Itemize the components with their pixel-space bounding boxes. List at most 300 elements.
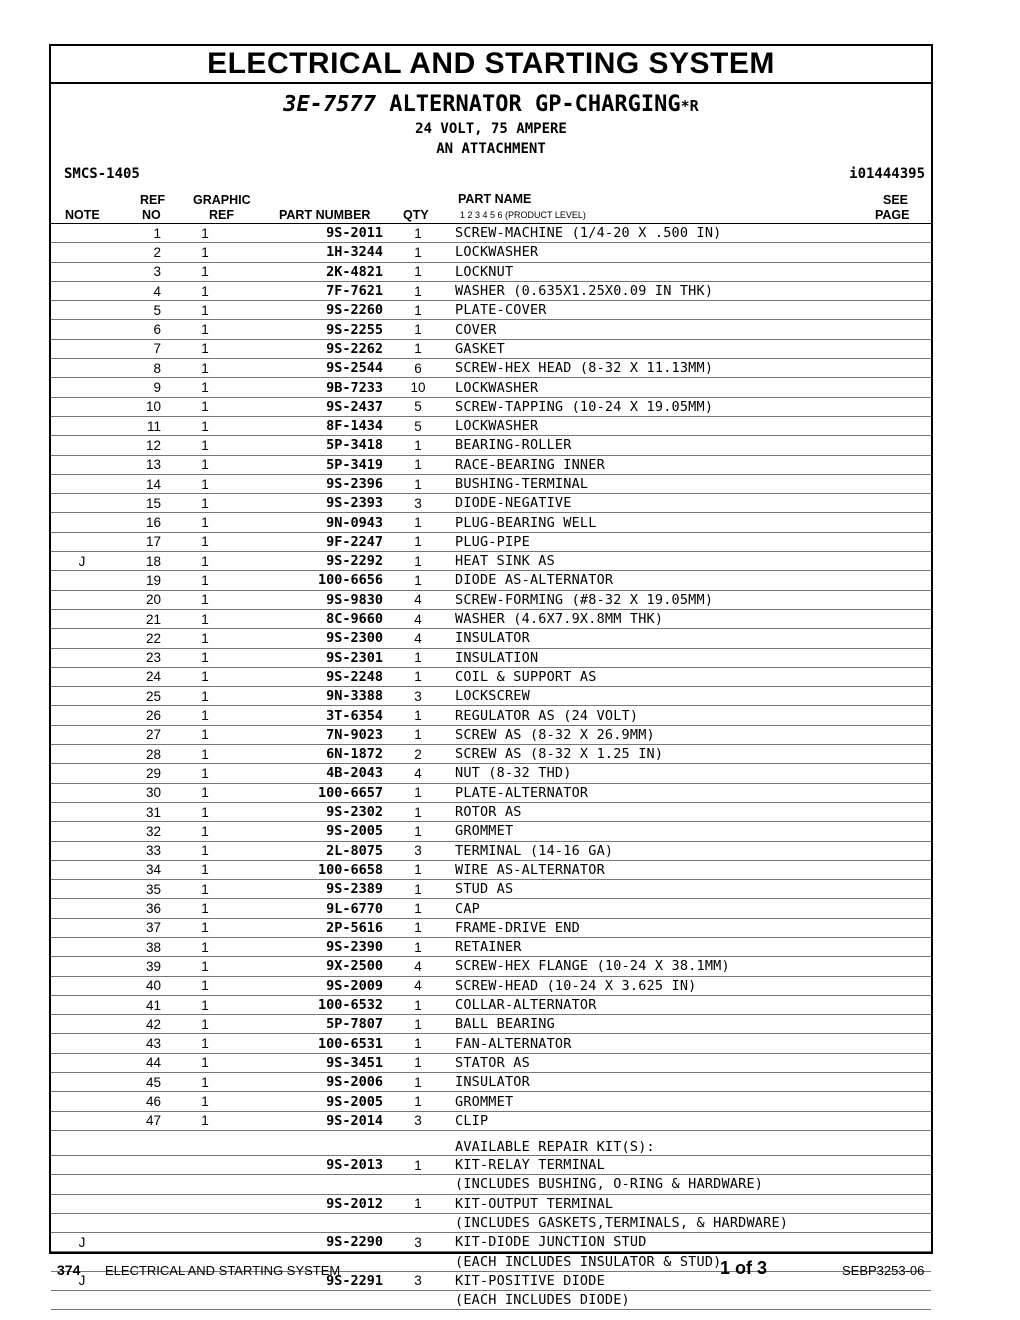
see-page-cell xyxy=(895,648,931,667)
note-cell xyxy=(51,1175,113,1194)
footer-doc-id: SEBP3253-06 xyxy=(842,1263,925,1278)
qty-cell: 1 xyxy=(383,1015,453,1034)
table-row xyxy=(51,1073,931,1092)
table-row xyxy=(51,687,931,706)
kit-row xyxy=(51,1194,931,1213)
note-cell xyxy=(51,706,113,725)
ref-no-cell: 44 xyxy=(113,1053,167,1072)
note-cell xyxy=(51,937,113,956)
qty-cell: 1 xyxy=(383,552,453,571)
part-name-cell: DIODE-NEGATIVE xyxy=(453,494,895,513)
graphic-ref-cell: 1 xyxy=(167,397,243,416)
see-page-cell xyxy=(895,571,931,590)
smcs-row xyxy=(51,166,931,184)
see-page-cell xyxy=(895,590,931,609)
part-name-cell: WASHER (0.635X1.25X0.09 IN THK) xyxy=(453,281,895,300)
table-row xyxy=(51,243,931,262)
graphic-ref-cell: 1 xyxy=(167,764,243,783)
table-row xyxy=(51,957,931,976)
ref-no-cell: 45 xyxy=(113,1073,167,1092)
table-row xyxy=(51,474,931,493)
see-page-cell xyxy=(895,725,931,744)
qty-cell: 1 xyxy=(383,320,453,339)
ref-no-cell: 2 xyxy=(113,243,167,262)
part-name-cell: SCREW-FORMING (#8-32 X 19.05MM) xyxy=(453,590,895,609)
part-number-cell: 9B-7233 xyxy=(243,378,383,397)
note-cell xyxy=(51,995,113,1014)
note-cell xyxy=(51,918,113,937)
part-number-cell: 9S-2262 xyxy=(243,339,383,358)
assembly-suffix: *R xyxy=(680,97,699,115)
qty-cell: 1 xyxy=(383,474,453,493)
ref-no-cell xyxy=(113,1155,167,1174)
see-page-cell xyxy=(895,1053,931,1072)
part-number-cell: 100-6657 xyxy=(243,783,383,802)
see-page-cell xyxy=(895,281,931,300)
ref-no-cell: 33 xyxy=(113,841,167,860)
table-row xyxy=(51,1034,931,1053)
page-footer xyxy=(0,1258,1020,1282)
note-cell xyxy=(51,494,113,513)
part-name-cell: LOCKWASHER xyxy=(453,416,895,435)
graphic-ref-cell: 1 xyxy=(167,629,243,648)
table-row xyxy=(51,745,931,764)
see-page-cell xyxy=(895,301,931,320)
table-row xyxy=(51,262,931,281)
part-name-cell: INSULATOR xyxy=(453,1073,895,1092)
graphic-ref-cell: 1 xyxy=(167,1111,243,1130)
table-row xyxy=(51,416,931,435)
ref-no-cell: 35 xyxy=(113,880,167,899)
note-cell xyxy=(51,1015,113,1034)
part-name-cell: FRAME-DRIVE END xyxy=(453,918,895,937)
ref-no-cell: 17 xyxy=(113,532,167,551)
part-number-cell: 9S-2014 xyxy=(243,1111,383,1130)
graphic-ref-cell: 1 xyxy=(167,224,243,243)
ref-no-cell: 32 xyxy=(113,822,167,841)
table-row xyxy=(51,224,931,243)
ref-no-cell: 28 xyxy=(113,745,167,764)
see-page-cell xyxy=(895,880,931,899)
ref-no-cell: 3 xyxy=(113,262,167,281)
part-number-cell: 9S-2005 xyxy=(243,822,383,841)
table-row xyxy=(51,822,931,841)
table-row xyxy=(51,764,931,783)
qty-cell: 1 xyxy=(383,899,453,918)
part-number-cell: 2L-8075 xyxy=(243,841,383,860)
ref-no-cell: 31 xyxy=(113,802,167,821)
table-row xyxy=(51,513,931,532)
graphic-ref-cell: 1 xyxy=(167,648,243,667)
part-number-cell: 9S-2302 xyxy=(243,802,383,821)
part-number-cell: 6N-1872 xyxy=(243,745,383,764)
empty-cell xyxy=(167,1130,243,1155)
ref-no-cell: 13 xyxy=(113,455,167,474)
qty-cell: 1 xyxy=(383,436,453,455)
assembly-title xyxy=(51,92,931,119)
qty-cell xyxy=(383,1213,453,1232)
see-page-cell xyxy=(895,262,931,281)
see-page-cell xyxy=(895,320,931,339)
see-page-cell xyxy=(895,1194,931,1213)
empty-cell xyxy=(113,1130,167,1155)
table-row xyxy=(51,976,931,995)
part-number-cell: 9S-2396 xyxy=(243,474,383,493)
ref-no-cell: 23 xyxy=(113,648,167,667)
see-page-cell xyxy=(895,822,931,841)
part-number-cell: 5P-7807 xyxy=(243,1015,383,1034)
see-page-cell xyxy=(895,1073,931,1092)
col-part-number: PART NUMBER xyxy=(279,208,371,222)
see-page-cell xyxy=(895,1130,931,1155)
part-number-cell: 100-6532 xyxy=(243,995,383,1014)
see-page-cell xyxy=(895,397,931,416)
column-headers xyxy=(51,190,931,224)
col-ref-bottom: NO xyxy=(142,208,161,222)
graphic-ref-cell: 1 xyxy=(167,783,243,802)
see-page-cell xyxy=(895,937,931,956)
table-row xyxy=(51,648,931,667)
part-number-cell: 9S-2300 xyxy=(243,629,383,648)
part-name-cell: WASHER (4.6X7.9X.8MM THK) xyxy=(453,609,895,628)
col-graphic-bottom: REF xyxy=(209,208,234,222)
table-row xyxy=(51,1092,931,1111)
ref-no-cell: 47 xyxy=(113,1111,167,1130)
ref-no-cell: 24 xyxy=(113,667,167,686)
part-name-cell: SCREW-HEAD (10-24 X 3.625 IN) xyxy=(453,976,895,995)
part-number-cell: 9S-2009 xyxy=(243,976,383,995)
ref-no-cell: 29 xyxy=(113,764,167,783)
note-cell xyxy=(51,783,113,802)
part-name-cell: LOCKSCREW xyxy=(453,687,895,706)
part-name-cell: STATOR AS xyxy=(453,1053,895,1072)
see-page-cell xyxy=(895,918,931,937)
ref-no-cell: 5 xyxy=(113,301,167,320)
note-cell xyxy=(51,532,113,551)
part-number-cell: 9S-2301 xyxy=(243,648,383,667)
note-cell: J xyxy=(51,1233,113,1252)
ref-no-cell: 19 xyxy=(113,571,167,590)
see-page-cell xyxy=(895,1092,931,1111)
note-cell xyxy=(51,416,113,435)
part-name-cell: DIODE AS-ALTERNATOR xyxy=(453,571,895,590)
table-row xyxy=(51,841,931,860)
graphic-ref-cell: 1 xyxy=(167,571,243,590)
ref-no-cell: 37 xyxy=(113,918,167,937)
part-number-cell xyxy=(243,1213,383,1232)
parts-table xyxy=(51,224,931,1310)
kit-row xyxy=(51,1175,931,1194)
part-number-cell: 100-6531 xyxy=(243,1034,383,1053)
qty-cell: 1 xyxy=(383,995,453,1014)
qty-cell: 3 xyxy=(383,687,453,706)
see-page-cell xyxy=(895,494,931,513)
see-page-cell xyxy=(895,1175,931,1194)
ref-no-cell: 18 xyxy=(113,552,167,571)
part-number-cell: 7N-9023 xyxy=(243,725,383,744)
note-cell xyxy=(51,687,113,706)
table-row xyxy=(51,455,931,474)
graphic-ref-cell: 1 xyxy=(167,378,243,397)
part-name-cell: SCREW-HEX HEAD (8-32 X 11.13MM) xyxy=(453,359,895,378)
part-name-cell: LOCKWASHER xyxy=(453,378,895,397)
table-row xyxy=(51,359,931,378)
graphic-ref-cell: 1 xyxy=(167,995,243,1014)
see-page-cell xyxy=(895,243,931,262)
graphic-ref-cell: 1 xyxy=(167,957,243,976)
footer-sheet: 1 of 3 xyxy=(720,1258,768,1278)
empty-cell xyxy=(51,1130,113,1155)
qty-cell: 1 xyxy=(383,262,453,281)
graphic-ref-cell: 1 xyxy=(167,687,243,706)
part-name-cell: KIT-RELAY TERMINAL xyxy=(453,1155,895,1174)
qty-cell: 4 xyxy=(383,976,453,995)
see-page-cell xyxy=(895,1213,931,1232)
note-cell xyxy=(51,648,113,667)
part-number-cell: 8F-1434 xyxy=(243,416,383,435)
part-number-cell: 5P-3419 xyxy=(243,455,383,474)
ref-no-cell: 26 xyxy=(113,706,167,725)
part-name-cell: INSULATION xyxy=(453,648,895,667)
ref-no-cell: 1 xyxy=(113,224,167,243)
see-page-cell xyxy=(895,224,931,243)
qty-cell: 1 xyxy=(383,706,453,725)
graphic-ref-cell: 1 xyxy=(167,1034,243,1053)
note-cell xyxy=(51,745,113,764)
part-number-cell: 7F-7621 xyxy=(243,281,383,300)
note-cell xyxy=(51,1194,113,1213)
see-page-cell xyxy=(895,783,931,802)
part-number-cell: 9S-2012 xyxy=(243,1194,383,1213)
qty-cell: 4 xyxy=(383,957,453,976)
part-name-cell: COIL & SUPPORT AS xyxy=(453,667,895,686)
note-cell xyxy=(51,841,113,860)
part-number-cell: 2P-5616 xyxy=(243,918,383,937)
part-name-cell: PLATE-COVER xyxy=(453,301,895,320)
col-ref-top: REF xyxy=(140,193,165,207)
part-name-cell: COLLAR-ALTERNATOR xyxy=(453,995,895,1014)
part-name-cell: SCREW AS (8-32 X 26.9MM) xyxy=(453,725,895,744)
note-cell xyxy=(51,320,113,339)
qty-cell xyxy=(383,1291,453,1310)
part-name-cell: LOCKWASHER xyxy=(453,243,895,262)
graphic-ref-cell: 1 xyxy=(167,880,243,899)
part-name-cell: (INCLUDES GASKETS,TERMINALS, & HARDWARE) xyxy=(453,1213,895,1232)
note-cell xyxy=(51,1073,113,1092)
graphic-ref-cell xyxy=(167,1213,243,1232)
col-see-top: SEE xyxy=(883,193,909,207)
table-row xyxy=(51,880,931,899)
part-number-cell: 4B-2043 xyxy=(243,764,383,783)
ref-no-cell: 30 xyxy=(113,783,167,802)
table-row xyxy=(51,397,931,416)
qty-cell: 1 xyxy=(383,648,453,667)
graphic-ref-cell: 1 xyxy=(167,281,243,300)
ref-no-cell: 8 xyxy=(113,359,167,378)
note-cell xyxy=(51,1034,113,1053)
part-number-cell: 9S-2291 xyxy=(243,1271,383,1290)
graphic-ref-cell xyxy=(167,1233,243,1252)
qty-cell: 1 xyxy=(383,725,453,744)
part-number-cell: 1H-3244 xyxy=(243,243,383,262)
part-number-cell: 9S-2437 xyxy=(243,397,383,416)
part-number-cell: 8C-9660 xyxy=(243,609,383,628)
qty-cell: 1 xyxy=(383,243,453,262)
part-number-cell: 3T-6354 xyxy=(243,706,383,725)
graphic-ref-cell: 1 xyxy=(167,532,243,551)
qty-cell: 3 xyxy=(383,1111,453,1130)
part-name-cell: TERMINAL (14-16 GA) xyxy=(453,841,895,860)
table-row xyxy=(51,571,931,590)
part-number-cell: 9S-2011 xyxy=(243,224,383,243)
see-page-cell xyxy=(895,841,931,860)
graphic-ref-cell: 1 xyxy=(167,552,243,571)
part-name-cell: RACE-BEARING INNER xyxy=(453,455,895,474)
graphic-ref-cell xyxy=(167,1291,243,1310)
ref-no-cell: 10 xyxy=(113,397,167,416)
assembly-type: AN ATTACHMENT xyxy=(436,141,546,157)
part-name-cell: PLUG-PIPE xyxy=(453,532,895,551)
part-name-cell: FAN-ALTERNATOR xyxy=(453,1034,895,1053)
note-cell xyxy=(51,455,113,474)
ref-no-cell: 4 xyxy=(113,281,167,300)
part-number-cell: 9S-2260 xyxy=(243,301,383,320)
part-number-cell: 9N-0943 xyxy=(243,513,383,532)
empty-cell xyxy=(383,1130,453,1155)
part-name-cell: GROMMET xyxy=(453,822,895,841)
qty-cell: 5 xyxy=(383,397,453,416)
note-cell xyxy=(51,339,113,358)
qty-cell: 1 xyxy=(383,513,453,532)
part-name-cell: INSULATOR xyxy=(453,629,895,648)
part-number-cell: 9S-2292 xyxy=(243,552,383,571)
part-name-cell: BEARING-ROLLER xyxy=(453,436,895,455)
table-row xyxy=(51,802,931,821)
qty-cell: 1 xyxy=(383,783,453,802)
part-number-cell: 9S-2005 xyxy=(243,1092,383,1111)
note-cell xyxy=(51,243,113,262)
table-row xyxy=(51,937,931,956)
note-cell xyxy=(51,899,113,918)
graphic-ref-cell: 1 xyxy=(167,918,243,937)
graphic-ref-cell: 1 xyxy=(167,455,243,474)
note-cell xyxy=(51,1291,113,1310)
qty-cell: 1 xyxy=(383,880,453,899)
qty-cell: 1 xyxy=(383,1155,453,1174)
qty-cell: 1 xyxy=(383,455,453,474)
part-name-cell: ROTOR AS xyxy=(453,802,895,821)
part-name-cell: (EACH INCLUDES INSULATOR & STUD) xyxy=(453,1252,895,1271)
note-cell xyxy=(51,281,113,300)
part-number-cell: 9F-2247 xyxy=(243,532,383,551)
kit-row xyxy=(51,1291,931,1310)
table-row xyxy=(51,320,931,339)
part-name-cell: SCREW AS (8-32 X 1.25 IN) xyxy=(453,745,895,764)
graphic-ref-cell: 1 xyxy=(167,706,243,725)
see-page-cell xyxy=(895,706,931,725)
assembly-name: ALTERNATOR GP-CHARGING xyxy=(389,92,681,117)
part-name-cell: LOCKNUT xyxy=(453,262,895,281)
part-number-cell: 9S-9830 xyxy=(243,590,383,609)
table-row xyxy=(51,860,931,879)
part-name-cell: REGULATOR AS (24 VOLT) xyxy=(453,706,895,725)
see-page-cell xyxy=(895,474,931,493)
qty-cell: 4 xyxy=(383,590,453,609)
table-row xyxy=(51,899,931,918)
qty-cell: 1 xyxy=(383,802,453,821)
assembly-rating: 24 VOLT, 75 AMPERE xyxy=(415,121,567,137)
table-row xyxy=(51,706,931,725)
see-page-cell xyxy=(895,1155,931,1174)
part-number-cell xyxy=(243,1175,383,1194)
qty-cell: 1 xyxy=(383,918,453,937)
see-page-cell xyxy=(895,339,931,358)
footer-section: ELECTRICAL AND STARTING SYSTEM xyxy=(105,1263,341,1278)
part-name-cell: SCREW-HEX FLANGE (10-24 X 38.1MM) xyxy=(453,957,895,976)
graphic-ref-cell: 1 xyxy=(167,937,243,956)
ref-no-cell xyxy=(113,1291,167,1310)
qty-cell: 4 xyxy=(383,764,453,783)
part-number-cell: 100-6658 xyxy=(243,860,383,879)
ref-no-cell: 36 xyxy=(113,899,167,918)
qty-cell: 1 xyxy=(383,860,453,879)
part-number-cell: 9S-2393 xyxy=(243,494,383,513)
qty-cell: 3 xyxy=(383,1271,453,1290)
part-name-cell: GROMMET xyxy=(453,1092,895,1111)
graphic-ref-cell: 1 xyxy=(167,860,243,879)
see-page-cell xyxy=(895,552,931,571)
note-cell xyxy=(51,609,113,628)
see-page-cell xyxy=(895,1291,931,1310)
ref-no-cell: 12 xyxy=(113,436,167,455)
table-row xyxy=(51,532,931,551)
see-page-cell xyxy=(895,1015,931,1034)
col-see-bottom: PAGE xyxy=(875,208,910,222)
note-cell xyxy=(51,224,113,243)
note-cell xyxy=(51,1155,113,1174)
graphic-ref-cell: 1 xyxy=(167,1073,243,1092)
empty-cell xyxy=(243,1130,383,1155)
qty-cell xyxy=(383,1175,453,1194)
part-name-cell: BALL BEARING xyxy=(453,1015,895,1034)
graphic-ref-cell: 1 xyxy=(167,822,243,841)
graphic-ref-cell: 1 xyxy=(167,1092,243,1111)
graphic-ref-cell: 1 xyxy=(167,1015,243,1034)
footer-page-number: 374 xyxy=(57,1262,81,1278)
see-page-cell xyxy=(895,957,931,976)
qty-cell: 1 xyxy=(383,667,453,686)
see-page-cell xyxy=(895,976,931,995)
qty-cell: 1 xyxy=(383,339,453,358)
part-name-cell: NUT (8-32 THD) xyxy=(453,764,895,783)
qty-cell: 10 xyxy=(383,378,453,397)
ref-no-cell: 16 xyxy=(113,513,167,532)
part-name-cell: PLATE-ALTERNATOR xyxy=(453,783,895,802)
assembly-part-number: 3E-7577 xyxy=(283,92,376,117)
part-number-cell: 9L-6770 xyxy=(243,899,383,918)
note-cell xyxy=(51,1092,113,1111)
table-row xyxy=(51,667,931,686)
graphic-ref-cell: 1 xyxy=(167,667,243,686)
ref-no-cell: 15 xyxy=(113,494,167,513)
see-page-cell xyxy=(895,532,931,551)
note-cell xyxy=(51,802,113,821)
see-page-cell xyxy=(895,378,931,397)
ref-no-cell: 21 xyxy=(113,609,167,628)
note-cell xyxy=(51,976,113,995)
note-cell xyxy=(51,1111,113,1130)
graphic-ref-cell: 1 xyxy=(167,976,243,995)
